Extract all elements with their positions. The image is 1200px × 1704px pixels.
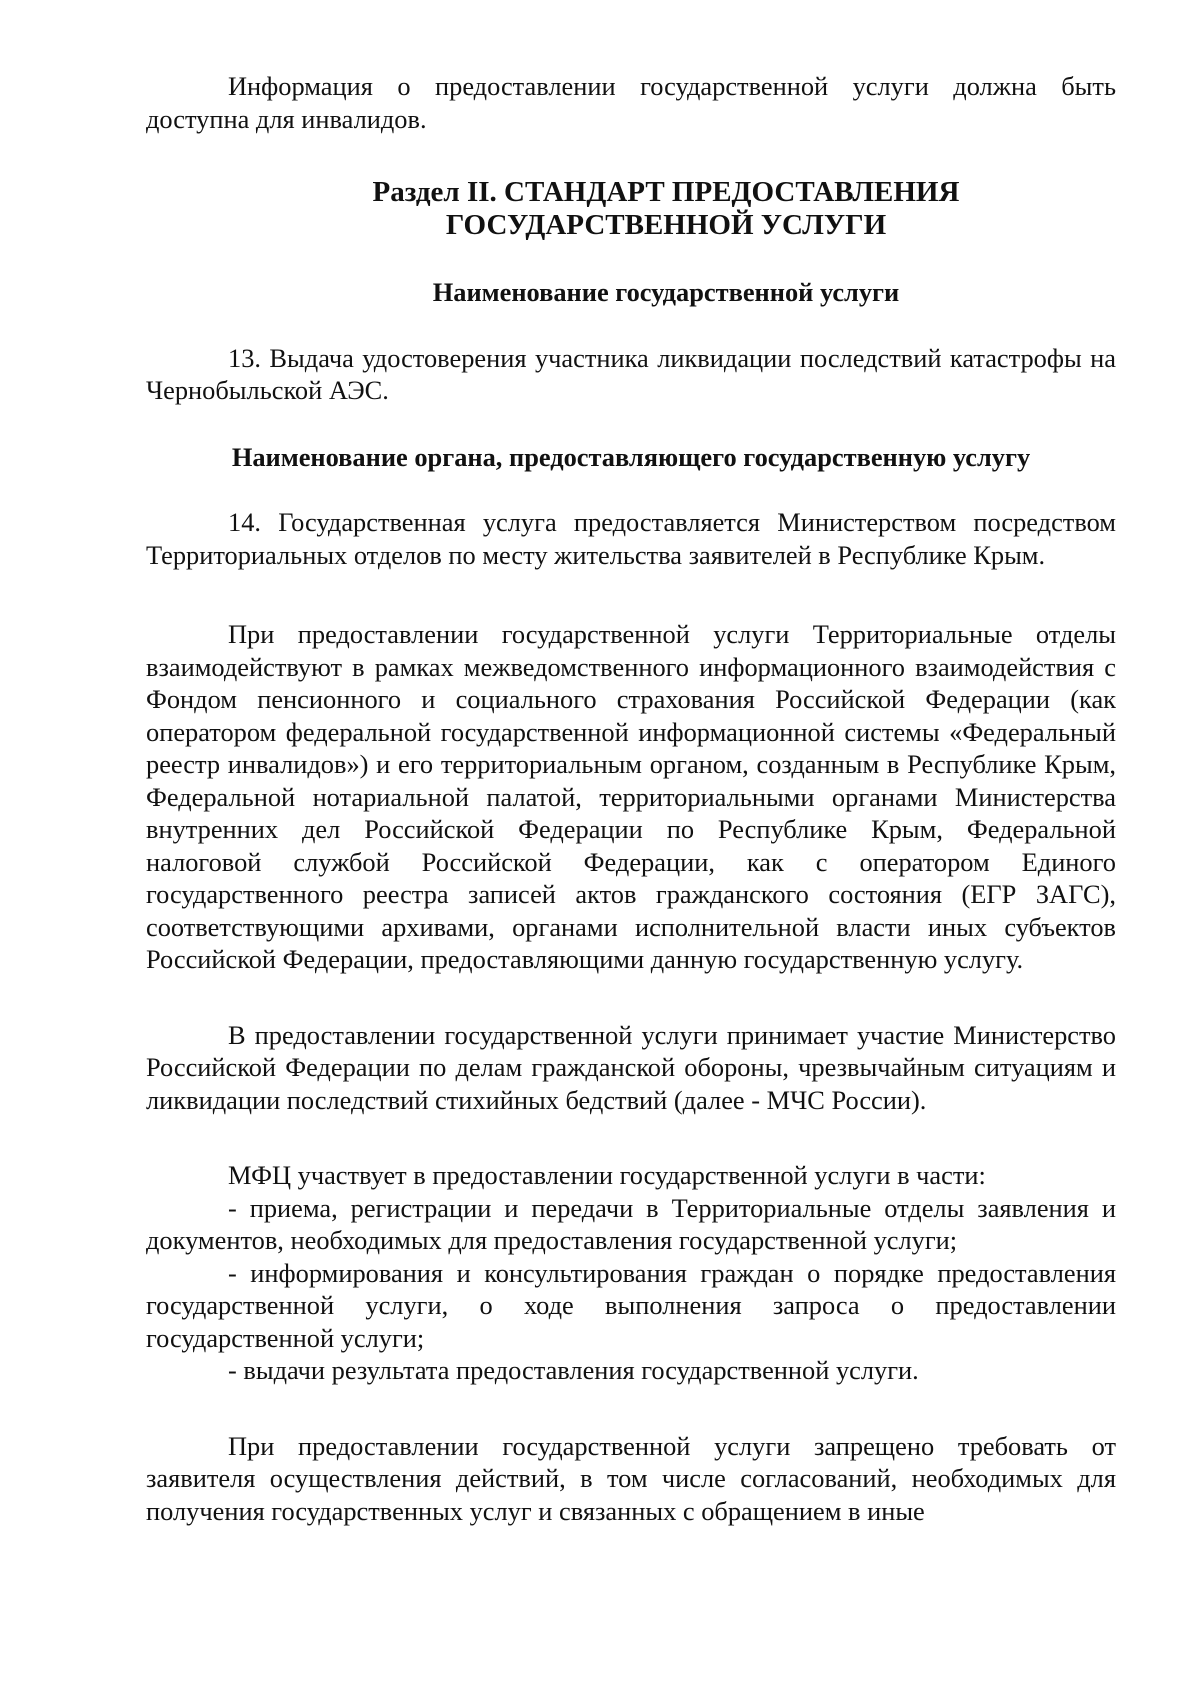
heading-service-name: Наименование государственной услуги — [432, 277, 900, 307]
document-page — [146, 70, 1116, 1527]
mfc-intro-paragraph: МФЦ участвует в предоставлении государственной услуги в части: — [228, 1160, 986, 1190]
intro-paragraph: Информация о предоставлении государственной услуги должна быть доступна для инвалидов. — [146, 71, 1116, 134]
item-14-paragraph: 14. Государственная услуга предоставляется Министерством посредством Территориальных отделов по месту жительства заявителей в Республике Крым. — [146, 507, 1116, 570]
interaction-paragraph: При предоставлении государственной услуги Территориальные отделы взаимодействуют в рамках межведомственного информационного взаимодействия с Фондом пенсионного и социального страхования Российской Федерации (как оператором федеральной государственной информационной системы «Федеральный реестр инвалидов») и его территориальным органом, созданным в Республике Крым, Федеральной нотариальной палатой, территориальными органами Министерства внутренних дел Российской Федерации по Республике Крым, Федеральной налоговой службой Российской Федерации, как с оператором Единого государственного реестра записей актов гражданского состояния (ЕГР ЗАГС), соответствующими архивами, органами исполнительной власти иных субъектов Российской Федерации, предоставляющими данную государственную услугу. — [146, 619, 1116, 974]
mfc-list-item: - приема, регистрации и передачи в Территориальные отделы заявления и документов, необходимых для предоставления государственной услуги; — [146, 1192, 1116, 1255]
mfc-list-item: - выдачи результата предоставления государственной услуги. — [228, 1355, 919, 1385]
item-13-paragraph: 13. Выдача удостоверения участника ликвидации последствий катастрофы на Чернобыльской АЭС. — [146, 342, 1116, 405]
mchs-paragraph: В предоставлении государственной услуги принимает участие Министерство Российской Федерации по делам гражданской обороны, чрезвычайным ситуациям и ликвидации последствий стихийных бедствий (далее - МЧС России). — [146, 1019, 1116, 1115]
prohibited-paragraph: При предоставлении государственной услуги запрещено требовать от заявителя осуществления действий, в том числе согласований, необходимых для получения государственных услуг и связанных с обращением в иные — [146, 1430, 1116, 1526]
mfc-list-item: - информирования и консультирования граждан о порядке предоставления государственной услуги, о ходе выполнения запроса о предоставлении государственной услуги; — [146, 1257, 1116, 1353]
section-title: Раздел II. СТАНДАРТ ПРЕДОСТАВЛЕНИЯ ГОСУДАРСТВЕННОЙ УСЛУГИ — [372, 176, 960, 241]
heading-authority: Наименование органа, предоставляющего государственную услугу — [231, 441, 1031, 472]
